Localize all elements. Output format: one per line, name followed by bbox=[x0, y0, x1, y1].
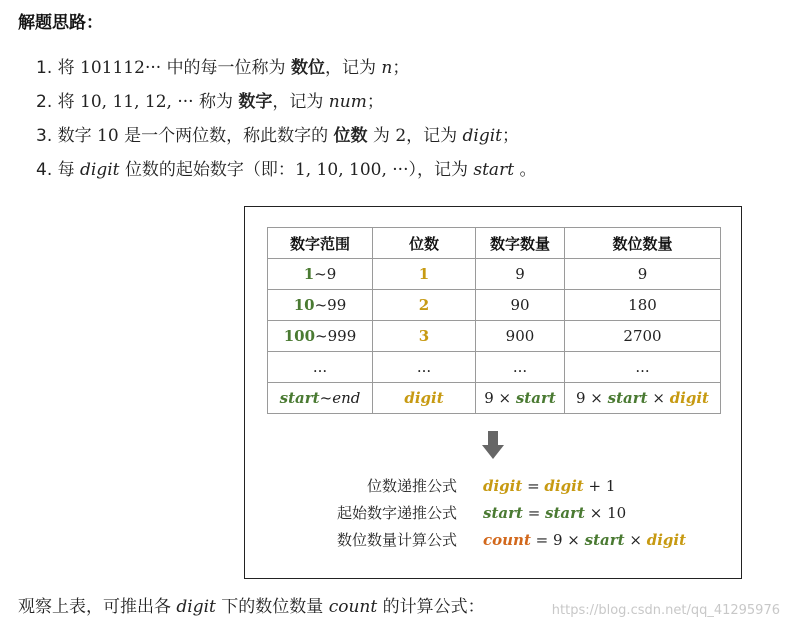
watermark: https://blog.csdn.net/qq_41295976 bbox=[551, 603, 780, 618]
header-digits: 位数 bbox=[373, 228, 476, 259]
table-row bbox=[268, 290, 721, 321]
cell-digit-count: 2700 bbox=[565, 321, 721, 352]
formula-start bbox=[245, 500, 741, 527]
formula-label: 起始数字递推公式 bbox=[336, 504, 457, 522]
table-row bbox=[268, 321, 721, 352]
cell-range: 1~9 bbox=[268, 259, 373, 290]
header-digit-count: 数位数量 bbox=[565, 228, 721, 259]
cell-count: 900 bbox=[476, 321, 565, 352]
cell-range: ... bbox=[268, 352, 373, 383]
cell-digits: ... bbox=[373, 352, 476, 383]
cell-digits: 1 bbox=[373, 259, 476, 290]
cell-count: 9 bbox=[476, 259, 565, 290]
cell-range: 10~99 bbox=[268, 290, 373, 321]
cell-digit-count: ... bbox=[565, 352, 721, 383]
cell-count: 90 bbox=[476, 290, 565, 321]
formula-label: 位数递推公式 bbox=[366, 477, 457, 495]
summary-figure bbox=[244, 206, 742, 579]
step-3: 3. 数字 10 是一个两位数，称此数字的 位数 为 2，记为 digit； bbox=[36, 126, 520, 146]
cell-digit-count: 180 bbox=[565, 290, 721, 321]
cell-range: start~end bbox=[268, 383, 373, 414]
formula-count bbox=[245, 527, 741, 554]
formula-label: 数位数量计算公式 bbox=[336, 531, 457, 549]
formula-expression: digit = digit + 1 bbox=[483, 477, 616, 495]
header-range: 数字范围 bbox=[268, 228, 373, 259]
cell-digits: 3 bbox=[373, 321, 476, 352]
cell-digits: digit bbox=[373, 383, 476, 414]
cell-digit-count: 9 bbox=[565, 259, 721, 290]
down-arrow-icon bbox=[481, 431, 505, 461]
step-1: 1. 将 101112··· 中的每一位称为 数位，记为 n； bbox=[36, 58, 410, 78]
step-4: 4. 每 digit 位数的起始数字（即：1, 10, 100, ···），记为 start 。 bbox=[36, 160, 537, 180]
formula-digit bbox=[245, 473, 741, 500]
table-header-row bbox=[268, 228, 721, 259]
cell-count: ... bbox=[476, 352, 565, 383]
cell-digit-count: 9 × start × digit bbox=[565, 383, 721, 414]
table-row bbox=[268, 352, 721, 383]
section-title: 解题思路： bbox=[18, 13, 103, 33]
step-list bbox=[36, 54, 536, 190]
cell-count: 9 × start bbox=[476, 383, 565, 414]
header-count: 数字数量 bbox=[476, 228, 565, 259]
cell-digits: 2 bbox=[373, 290, 476, 321]
step-2: 2. 将 10, 11, 12, ··· 称为 数字，记为 num； bbox=[36, 92, 384, 112]
table-row-general bbox=[268, 383, 721, 414]
formula-expression: count = 9 × start × digit bbox=[483, 531, 687, 549]
formula-expression: start = start × 10 bbox=[483, 504, 627, 522]
table-row bbox=[268, 259, 721, 290]
digit-table bbox=[267, 227, 721, 414]
cell-range: 100~999 bbox=[268, 321, 373, 352]
footer-text: 观察上表，可推出各 digit 下的数位数量 count 的计算公式： bbox=[18, 597, 485, 617]
